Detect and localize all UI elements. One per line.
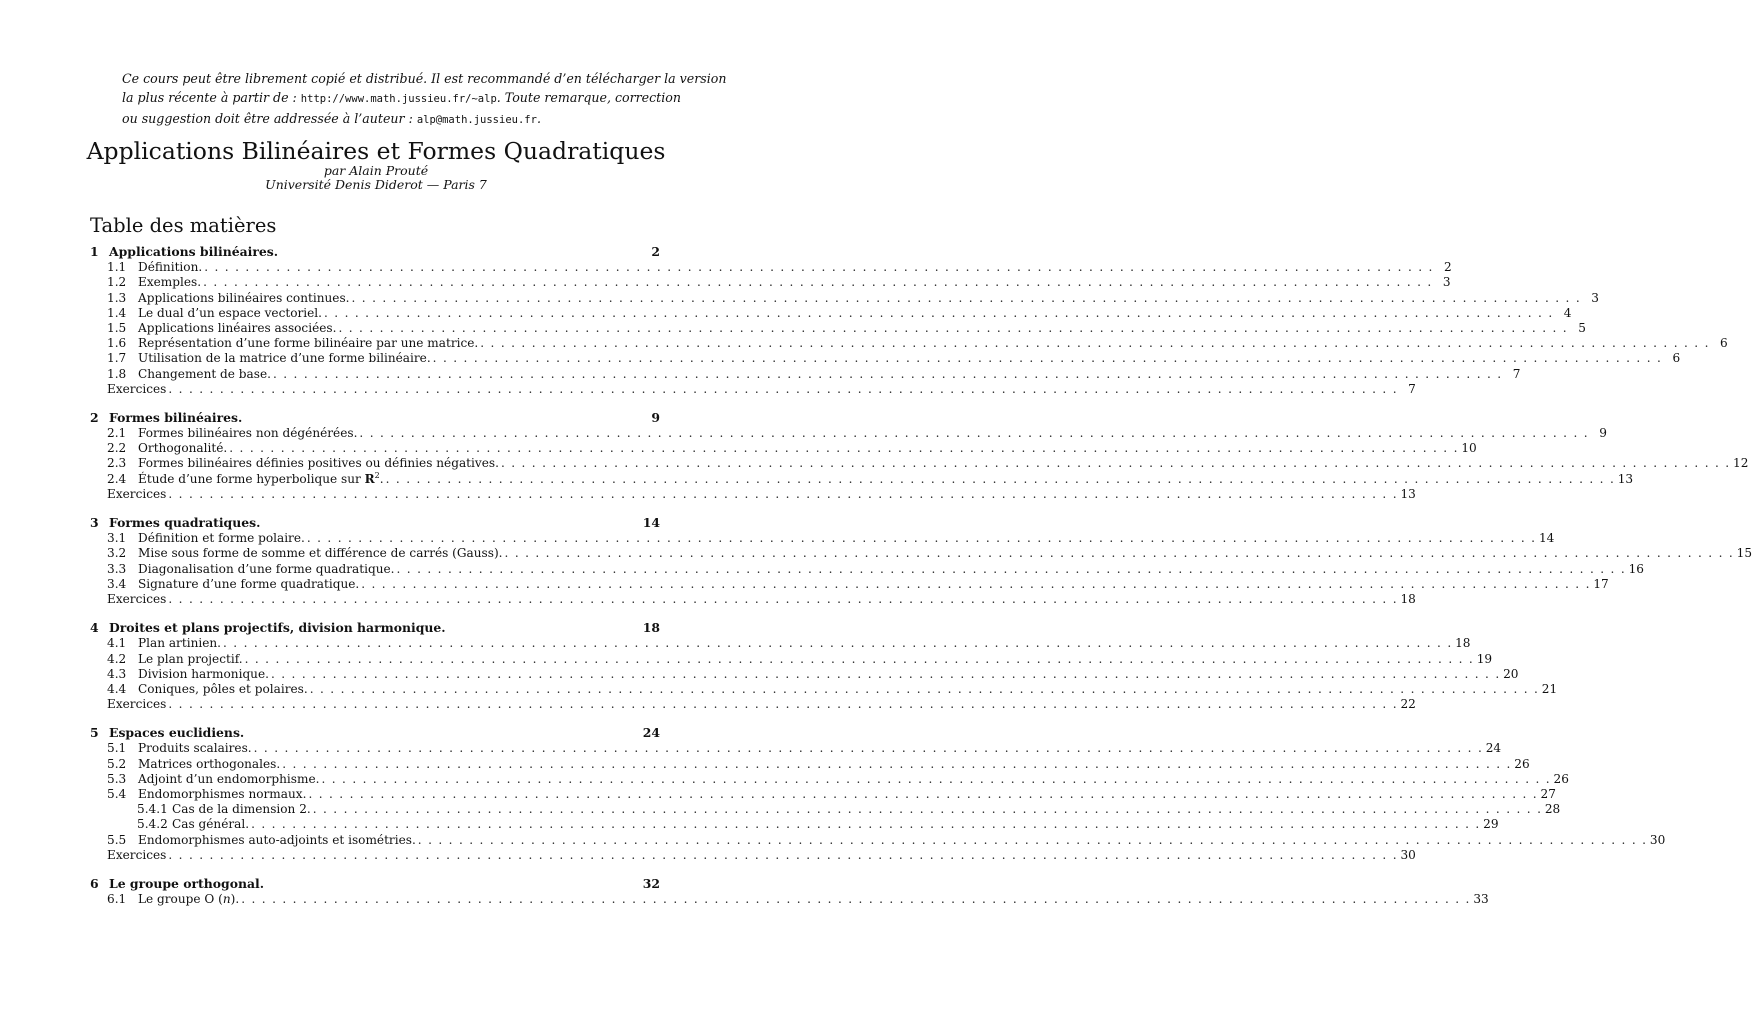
toc-leader-dots: . . . . . . . . . . . . . . . . . . . . . . . . . . . . . . . . . . . . . . . . . . . . . . . . . . . . . . . . . . . . . . . . . . . . . . . . . . . . . . . . . . . . . . . . . . . . . . . . . . . . . . . . . . . . . . . . . . . . . . . . [396,561,1626,576]
toc-entry-title-text: Applications linéaires associées. [138,320,337,335]
toc-entry-title [138,682,308,697]
toc-entry-number: 6.1 [107,892,127,907]
toc-entry-page: 12 [1733,456,1749,471]
toc-entry-row[interactable] [90,681,1558,697]
toc-entry-row[interactable] [90,305,1572,321]
toc-entry-row[interactable] [90,817,1499,832]
intro-line-2: la plus récente à partir de : http://www.math.jussieu.fr/~alp. Toute remarque, correction [122,90,681,105]
toc-entry-title-text: Formes bilinéaires non dégénérées. [138,426,358,441]
toc-leader-dots: . . . . . . . . . . . . . . . . . . . . . . . . . . . . . . . . . . . . . . . . . . . . . . . . . . . . . . . . . . . . . . . . . . . . . . . . . . . . . . . . . . . . . . . . . . . . . . . . . . . . . . . . . . . . . . . . . . . . . . . . [351,290,1581,305]
toc-entry-title [138,531,305,546]
toc-entry-number: 4.1 [107,636,127,651]
toc-entry-title [138,472,384,487]
toc-leader-dots: . . . . . . . . . . . . . . . . . . . . . . . . . . . . . . . . . . . . . . . . . . . . . . . . . . . . . . . . . . . . . . . . . . . . . . . . . . . . . . . . . . . . . . . . . . . . . . . . . . . . . . . . . . . . . . . . . . . . . . . . [417,832,1648,847]
toc-entry-title-text: Définition et forme polaire. [138,531,305,546]
toc-section-row[interactable] [90,620,660,635]
toc-entry-title [107,697,166,712]
toc-entry-title-text: Applications bilinéaires continues. [138,290,350,305]
toc-entry-page: 10 [1461,441,1477,456]
toc-entry-row[interactable] [90,651,1493,667]
toc-entry-row[interactable] [90,892,1489,907]
toc-entry-page: 26 [1553,771,1569,786]
toc-entry-row[interactable] [90,290,1599,306]
toc-entry-page: 4 [1563,305,1572,320]
toc-section-number: 2 [90,409,99,425]
toc-entry-row[interactable] [90,336,1728,351]
toc-section-title: Espaces euclidiens. [109,725,245,741]
toc-entry-title-text: Matrices orthogonales. [138,756,281,771]
toc-entry-page: 18 [1400,591,1416,606]
toc-entry-title-end: ). [230,892,240,907]
toc-entry-title-text: Représentation d’une forme bilinéaire par une matrice. [138,336,479,351]
toc-leader-dots: . . . . . . . . . . . . . . . . . . . . . . . . . . . . . . . . . . . . . . . . . . . . . . . . . . . . . . . . . . . . . . . . . . . . . . . . . . . . . . . . . . . . . . . . . . . . . . . . . . . . . . . . . . . . . . . . . . . . . . . . [253,741,1484,756]
toc-entry-title-text: Adjoint d’un endomorphisme. [138,771,320,786]
toc-leader-dots: . . . . . . . . . . . . . . . . . . . . . . . . . . . . . . . . . . . . . . . . . . . . . . . . . . . . . . . . . . . . . . . . . . . . . . . . . . . . . . . . . . . . . . . . . . . . . . . . . . . . . . . . . . . . . . . . . . . . . . . . [480,336,1710,351]
toc-leader-dots: . . . . . . . . . . . . . . . . . . . . . . . . . . . . . . . . . . . . . . . . . . . . . . . . . . . . . . . . . . . . . . . . . . . . . . . . . . . . . . . . . . . . . . . . . . . . . . . . . . . . . . . . . . . . . . . . . . . . . . . . [361,576,1591,591]
toc-entry-title [107,382,166,397]
math-variable: n [222,892,231,907]
table-of-contents [90,244,1752,920]
toc-entry-title-text: Exercices [107,697,167,712]
toc-entry-number: 1.6 [107,336,127,351]
toc-entry-number: 4.3 [107,666,127,681]
toc-leader-dots: . . . . . . . . . . . . . . . . . . . . . . . . . . . . . . . . . . . . . . . . . . . . . . . . . . . . . . . . . . . . . . . . . . . . . . . . . . . . . . . . . . . . . . . . . . . . . . . . . . . . . . . . . . . . . . . . . . . . . . . . [223,636,1453,651]
toc-entry-title-end: . [379,471,384,486]
toc-leader-dots: . . . . . . . . . . . . . . . . . . . . . . . . . . . . . . . . . . . . . . . . . . . . . . . . . . . . . . . . . . . . . . . . . . . . . . . . . . . . . . . . . . . . . . . . . . . . . . . . . . . . . . . . . . . . . . . . . . . . . . . . [309,681,1540,696]
toc-entry-page: 20 [1503,666,1519,681]
toc-entry-page: 3 [1442,275,1451,290]
toc-entry-title [138,636,221,651]
toc-entry-title [138,291,350,306]
toc-leader-dots: . . . . . . . . . . . . . . . . . . . . . . . . . . . . . . . . . . . . . . . . . . . . . . . . . . . . . . . . . . . . . . . . . . . . . . . . . . . . . . . . . . . . . . . . . . . . . . . . . . . . . . . . . . . . . . . . . . . . . . . . [204,260,1434,275]
toc-entry-number: 1.3 [107,290,127,305]
toc-entry-title-text: Cas de la dimension 2. [172,802,311,817]
toc-entry-page: 7 [1512,366,1521,381]
download-url-link[interactable]: http://www.math.jussieu.fr/~alp [300,93,497,105]
toc-entry-title [138,562,395,577]
toc-section [90,515,1752,607]
toc-leader-dots: . . . . . . . . . . . . . . . . . . . . . . . . . . . . . . . . . . . . . . . . . . . . . . . . . . . . . . . . . . . . . . . . . . . . . . . . . . . . . . . . . . . . . . . . . . . . . . . . . . . . . . . . . . . . . . . . . . . . . . . . [203,275,1433,290]
toc-exercises-row[interactable] [90,591,1416,607]
toc-entry-number: 5.3 [107,771,127,786]
toc-entry-number: 1.2 [107,275,127,290]
intro-line-3: ou suggestion doit être addressée à l’auteur : alp@math.jussieu.fr. [122,111,541,126]
toc-entry-title-text: Étude d’une forme hyperbolique sur [138,471,365,486]
toc-leader-dots: . . . . . . . . . . . . . . . . . . . . . . . . . . . . . . . . . . . . . . . . . . . . . . . . . . . . . . . . . . . . . . . . . . . . . . . . . . . . . . . . . . . . . . . . . . . . . . . . . . . . . . . . . . . . . . . . . . . . . . . . [229,441,1459,456]
toc-entry-page: 13 [1400,486,1416,501]
document-title: Applications Bilinéaires et Formes Quadratiques [86,137,666,165]
toc-entry-number: 4.2 [107,651,127,666]
toc-entry-page: 18 [1455,636,1471,651]
toc-entry-row[interactable] [90,771,1569,787]
toc-entry-row[interactable] [90,561,1644,577]
toc-entry-number: 3.3 [107,561,127,576]
university-line: Université Denis Diderot — Paris 7 [265,177,487,192]
toc-entry-page: 22 [1400,697,1416,712]
toc-section-title: Le groupe orthogonal. [109,875,265,891]
toc-section-page: 32 [642,875,660,891]
toc-entry-title-text: Division harmonique. [138,666,269,681]
toc-leader-dots: . . . . . . . . . . . . . . . . . . . . . . . . . . . . . . . . . . . . . . . . . . . . . . . . . . . . . . . . . . . . . . . . . . . . . . . . . . . . . . . . . . . . . . . . . . . . . . . . . . . . . . . . . . . . . . . . . . . . . . . . [168,591,1398,606]
toc-entry-number: 2.3 [107,456,127,471]
toc-entry-title-text: Diagonalisation d’une forme quadratique. [138,561,395,576]
toc-leader-dots: . . . . . . . . . . . . . . . . . . . . . . . . . . . . . . . . . . . . . . . . . . . . . . . . . . . . . . . . . . . . . . . . . . . . . . . . . . . . . . . . . . . . . . . . . . . . . . . . . . . . . . . . . . . . . . . . . . . . . . . . [168,847,1398,862]
toc-entry-title [138,306,322,321]
author-email-link[interactable]: alp@math.jussieu.fr [416,114,537,126]
toc-section-title: Applications bilinéaires. [109,244,279,259]
toc-section-number: 3 [90,515,99,530]
toc-entry-row[interactable] [90,531,1555,546]
toc-entry-title-text: Le plan projectif. [138,651,243,666]
toc-entry-number: 3.4 [107,576,127,591]
toc-section-title: Formes quadratiques. [109,515,261,530]
toc-entry-title [138,321,336,336]
toc-leader-dots: . . . . . . . . . . . . . . . . . . . . . . . . . . . . . . . . . . . . . . . . . . . . . . . . . . . . . . . . . . . . . . . . . . . . . . . . . . . . . . . . . . . . . . . . . . . . . . . . . . . . . . . . . . . . . . . . . . . . . . . . [168,486,1398,501]
intro-line-1: Ce cours peut être librement copié et distribué. Il est recommandé d’en télécharger la version [122,71,727,86]
toc-leader-dots: . . . . . . . . . . . . . . . . . . . . . . . . . . . . . . . . . . . . . . . . . . . . . . . . . . . . . . . . . . . . . . . . . . . . . . . . . . . . . . . . . . . . . . . . . . . . . . . . . . . . . . . . . . . . . . . . . . . . . . . . [168,697,1398,712]
toc-entry-title-text: Utilisation de la matrice d’une forme bilinéaire. [138,351,431,366]
toc-entry-title-text: Exercices [107,591,167,606]
toc-entry-number: 2.1 [107,426,127,441]
toc-entry-title [138,426,357,441]
toc-entry-title-text: Endomorphismes normaux. [138,787,307,801]
toc-entry-title [138,546,503,561]
toc-entry-page: 19 [1476,651,1493,666]
intro-notice [122,69,727,130]
toc-entry-page: 9 [1599,426,1607,441]
toc-entry-title [138,652,243,667]
toc-entry-page: 7 [1408,381,1416,396]
toc-entry-row[interactable] [90,741,1502,756]
toc-entry-row[interactable] [90,802,1561,817]
toc-section-number: 4 [90,620,99,636]
author-line: par Alain Prouté [323,163,429,178]
toc-section-page: 24 [642,725,660,741]
toc-leader-dots: . . . . . . . . . . . . . . . . . . . . . . . . . . . . . . . . . . . . . . . . . . . . . . . . . . . . . . . . . . . . . . . . . . . . . . . . . . . . . . . . . . . . . . . . . . . . . . . . . . . . . . . . . . . . . . . . . . . . . . . . [282,756,1512,771]
toc-section [90,620,1558,712]
toc-entry-title-text: Plan artinien. [138,636,222,651]
toc-entry-number: 2.2 [107,441,127,456]
toc-heading: Table des matières [90,214,277,237]
toc-section-number: 6 [90,875,99,891]
toc-entry-number: 5.5 [107,832,127,847]
toc-entry-title [138,741,252,756]
toc-leader-dots: . . . . . . . . . . . . . . . . . . . . . . . . . . . . . . . . . . . . . . . . . . . . . . . . . . . . . . . . . . . . . . . . . . . . . . . . . . . . . . . . . . . . . . . . . . . . . . . . . . . . . . . . . . . . . . . . . . . . . . . . [308,787,1538,801]
toc-leader-dots: . . . . . . . . . . . . . . . . . . . . . . . . . . . . . . . . . . . . . . . . . . . . . . . . . . . . . . . . . . . . . . . . . . . . . . . . . . . . . . . . . . . . . . . . . . . . . . . . . . . . . . . . . . . . . . . . . . . . . . . . [385,471,1616,486]
toc-entry-page: 6 [1720,336,1728,351]
toc-entry-title [138,336,478,351]
toc-entry-row[interactable] [90,320,1586,336]
toc-section-title: Formes bilinéaires. [109,409,243,425]
toc-entry-title-text: Coniques, pôles et polaires. [138,681,308,696]
math-symbol: R [364,471,375,486]
toc-section-title: Droites et plans projectifs, division harmonique. [109,620,446,636]
toc-entry-number: 5.4 [107,787,127,801]
toc-entry-row[interactable] [90,546,1752,561]
toc-entry-row[interactable] [90,666,1519,682]
toc-section-row[interactable] [90,244,660,259]
toc-entry-title [138,275,201,290]
toc-entry-title [138,456,499,471]
toc-entry-number: 5.1 [107,741,127,756]
toc-entry-page: 17 [1593,576,1609,591]
toc-entry-title-text: Exemples. [138,275,202,290]
toc-leader-dots: . . . . . . . . . . . . . . . . . . . . . . . . . . . . . . . . . . . . . . . . . . . . . . . . . . . . . . . . . . . . . . . . . . . . . . . . . . . . . . . . . . . . . . . . . . . . . . . . . . . . . . . . . . . . . . . . . . . . . . . . [241,892,1471,907]
toc-leader-dots: . . . . . . . . . . . . . . . . . . . . . . . . . . . . . . . . . . . . . . . . . . . . . . . . . . . . . . . . . . . . . . . . . . . . . . . . . . . . . . . . . . . . . . . . . . . . . . . . . . . . . . . . . . . . . . . . . . . . . . . . [272,366,1503,381]
toc-entry-title [138,892,239,907]
toc-entry-title-text: Le dual d’un espace vectoriel. [138,305,323,320]
toc-entry-number: 5.4.1 [137,802,168,817]
toc-entry-page: 21 [1541,681,1558,696]
toc-entry-number: 3.1 [107,531,127,546]
toc-section [90,244,1728,397]
toc-entry-row[interactable] [90,351,1681,366]
toc-entry-row[interactable] [90,832,1666,848]
toc-entry-row[interactable] [90,366,1521,382]
math-superscript: 2 [374,470,380,480]
toc-entry-title-text: Cas général. [172,817,250,832]
toc-leader-dots: . . . . . . . . . . . . . . . . . . . . . . . . . . . . . . . . . . . . . . . . . . . . . . . . . . . . . . . . . . . . . . . . . . . . . . . . . . . . . . . . . . . . . . . . . . . . . . . . . . . . . . . . . . . . . . . . . . . . . . . . [251,817,1481,832]
toc-entry-title-text: Produits scalaires. [138,741,252,756]
toc-leader-dots: . . . . . . . . . . . . . . . . . . . . . . . . . . . . . . . . . . . . . . . . . . . . . . . . . . . . . . . . . . . . . . . . . . . . . . . . . . . . . . . . . . . . . . . . . . . . . . . . . . . . . . . . . . . . . . . . . . . . . . . . [500,456,1731,471]
toc-entry-title [107,592,166,607]
toc-section-page: 2 [651,244,660,259]
toc-leader-dots: . . . . . . . . . . . . . . . . . . . . . . . . . . . . . . . . . . . . . . . . . . . . . . . . . . . . . . . . . . . . . . . . . . . . . . . . . . . . . . . . . . . . . . . . . . . . . . . . . . . . . . . . . . . . . . . . . . . . . . . . [324,305,1554,320]
toc-entry-page: 15 [1736,546,1752,561]
toc-entry-number: 1.7 [107,351,127,366]
toc-entry-title [172,802,311,817]
toc-entry-title [138,441,227,456]
toc-entry-page: 13 [1617,471,1634,486]
toc-section-row[interactable] [90,515,660,530]
toc-leader-dots: . . . . . . . . . . . . . . . . . . . . . . . . . . . . . . . . . . . . . . . . . . . . . . . . . . . . . . . . . . . . . . . . . . . . . . . . . . . . . . . . . . . . . . . . . . . . . . . . . . . . . . . . . . . . . . . . . . . . . . . . [312,802,1543,817]
toc-section [90,409,1749,502]
toc-leader-dots: . . . . . . . . . . . . . . . . . . . . . . . . . . . . . . . . . . . . . . . . . . . . . . . . . . . . . . . . . . . . . . . . . . . . . . . . . . . . . . . . . . . . . . . . . . . . . . . . . . . . . . . . . . . . . . . . . . . . . . . . [244,651,1475,666]
toc-section [90,875,1489,907]
toc-entry-title-text: Définition. [138,260,203,275]
toc-entry-title [138,772,319,787]
toc-entry-title-text: Signature d’une forme quadratique. [138,576,360,591]
toc-entry-row[interactable] [90,470,1634,487]
toc-entry-row[interactable] [90,787,1556,802]
toc-exercises-row[interactable] [90,847,1416,863]
toc-entry-title [138,577,359,592]
toc-entry-title [138,833,416,848]
toc-section-number: 5 [90,725,99,741]
toc-entry-row[interactable] [90,756,1530,772]
toc-entry-title [138,367,271,382]
toc-leader-dots: . . . . . . . . . . . . . . . . . . . . . . . . . . . . . . . . . . . . . . . . . . . . . . . . . . . . . . . . . . . . . . . . . . . . . . . . . . . . . . . . . . . . . . . . . . . . . . . . . . . . . . . . . . . . . . . . . . . . . . . . [338,320,1568,335]
toc-entry-row[interactable] [90,456,1749,471]
toc-entry-title [138,667,269,682]
toc-entry-row[interactable] [90,426,1607,441]
toc-entry-page: 33 [1473,892,1489,907]
toc-entry-number: 1.1 [107,260,127,275]
toc-entry-title [172,817,249,832]
toc-exercises-row[interactable] [90,486,1416,502]
toc-entry-title-text: Orthogonalité. [138,441,228,456]
toc-entry-title [138,260,202,275]
toc-entry-page: 29 [1483,817,1499,832]
toc-entry-page: 30 [1649,832,1666,847]
toc-entry-page: 16 [1628,561,1644,576]
toc-entry-title-text: Mise sous forme de somme et différence de carrés (Gauss). [138,546,503,561]
toc-section-page: 14 [642,515,660,530]
toc-leader-dots: . . . . . . . . . . . . . . . . . . . . . . . . . . . . . . . . . . . . . . . . . . . . . . . . . . . . . . . . . . . . . . . . . . . . . . . . . . . . . . . . . . . . . . . . . . . . . . . . . . . . . . . . . . . . . . . . . . . . . . . . [321,771,1551,786]
toc-entry-page: 2 [1444,260,1452,275]
toc-entry-page: 5 [1578,320,1586,335]
toc-entry-page: 6 [1672,351,1681,366]
toc-entry-page: 27 [1540,787,1556,801]
toc-entry-title [107,848,166,863]
toc-section-row[interactable] [90,876,660,891]
toc-entry-number: 5.2 [107,756,127,771]
toc-section-page: 9 [651,409,660,425]
toc-leader-dots: . . . . . . . . . . . . . . . . . . . . . . . . . . . . . . . . . . . . . . . . . . . . . . . . . . . . . . . . . . . . . . . . . . . . . . . . . . . . . . . . . . . . . . . . . . . . . . . . . . . . . . . . . . . . . . . . . . . . . . . . [306,531,1537,546]
toc-leader-dots: . . . . . . . . . . . . . . . . . . . . . . . . . . . . . . . . . . . . . . . . . . . . . . . . . . . . . . . . . . . . . . . . . . . . . . . . . . . . . . . . . . . . . . . . . . . . . . . . . . . . . . . . . . . . . . . . . . . . . . . . [504,546,1735,561]
toc-entry-page: 30 [1400,847,1416,862]
toc-section-page: 18 [642,620,660,636]
toc-entry-title-text: Exercices [107,847,167,862]
toc-entry-page: 28 [1544,802,1561,817]
toc-entry-page: 3 [1591,290,1599,305]
toc-entry-row[interactable] [90,636,1471,651]
toc-entry-title-text: Changement de base. [138,366,271,381]
toc-section-row[interactable] [90,410,660,425]
toc-entry-title-text: Endomorphismes auto-adjoints et isométries. [138,832,416,847]
toc-entry-page: 24 [1485,741,1502,756]
toc-entry-title [138,757,280,772]
toc-entry-number: 1.8 [107,366,127,381]
toc-entry-title [138,787,306,802]
toc-entry-page: 14 [1538,531,1555,546]
toc-entry-row[interactable] [90,275,1451,290]
toc-section-row[interactable] [90,725,660,740]
toc-entry-number: 2.4 [107,471,127,486]
toc-leader-dots: . . . . . . . . . . . . . . . . . . . . . . . . . . . . . . . . . . . . . . . . . . . . . . . . . . . . . . . . . . . . . . . . . . . . . . . . . . . . . . . . . . . . . . . . . . . . . . . . . . . . . . . . . . . . . . . . . . . . . . . . [432,351,1663,366]
toc-exercises-row[interactable] [90,697,1416,712]
toc-entry-row[interactable] [90,441,1477,456]
toc-entry-number: 3.2 [107,546,127,561]
toc-entry-title-text: Exercices [107,486,167,501]
toc-leader-dots: . . . . . . . . . . . . . . . . . . . . . . . . . . . . . . . . . . . . . . . . . . . . . . . . . . . . . . . . . . . . . . . . . . . . . . . . . . . . . . . . . . . . . . . . . . . . . . . . . . . . . . . . . . . . . . . . . . . . . . . . [168,381,1398,396]
toc-entry-number: 1.4 [107,305,127,320]
toc-entry-page: 26 [1514,756,1530,771]
toc-leader-dots: . . . . . . . . . . . . . . . . . . . . . . . . . . . . . . . . . . . . . . . . . . . . . . . . . . . . . . . . . . . . . . . . . . . . . . . . . . . . . . . . . . . . . . . . . . . . . . . . . . . . . . . . . . . . . . . . . . . . . . . . [359,426,1589,441]
toc-entry-title [107,487,166,502]
toc-section-number: 1 [90,244,99,259]
toc-entry-row[interactable] [90,576,1609,592]
toc-entry-row[interactable] [90,260,1452,275]
toc-entry-number: 1.5 [107,320,127,335]
toc-entry-number: 4.4 [107,681,127,696]
toc-leader-dots: . . . . . . . . . . . . . . . . . . . . . . . . . . . . . . . . . . . . . . . . . . . . . . . . . . . . . . . . . . . . . . . . . . . . . . . . . . . . . . . . . . . . . . . . . . . . . . . . . . . . . . . . . . . . . . . . . . . . . . . . [270,666,1501,681]
toc-entry-title-text: Exercices [107,381,167,396]
toc-section [90,725,1666,863]
toc-entry-number: 5.4.2 [137,817,168,832]
toc-entry-title-text: Le groupe O ( [138,892,223,907]
toc-exercises-row[interactable] [90,381,1416,397]
toc-entry-title-text: Formes bilinéaires définies positives ou définies négatives. [138,456,499,471]
toc-entry-title [138,351,431,366]
